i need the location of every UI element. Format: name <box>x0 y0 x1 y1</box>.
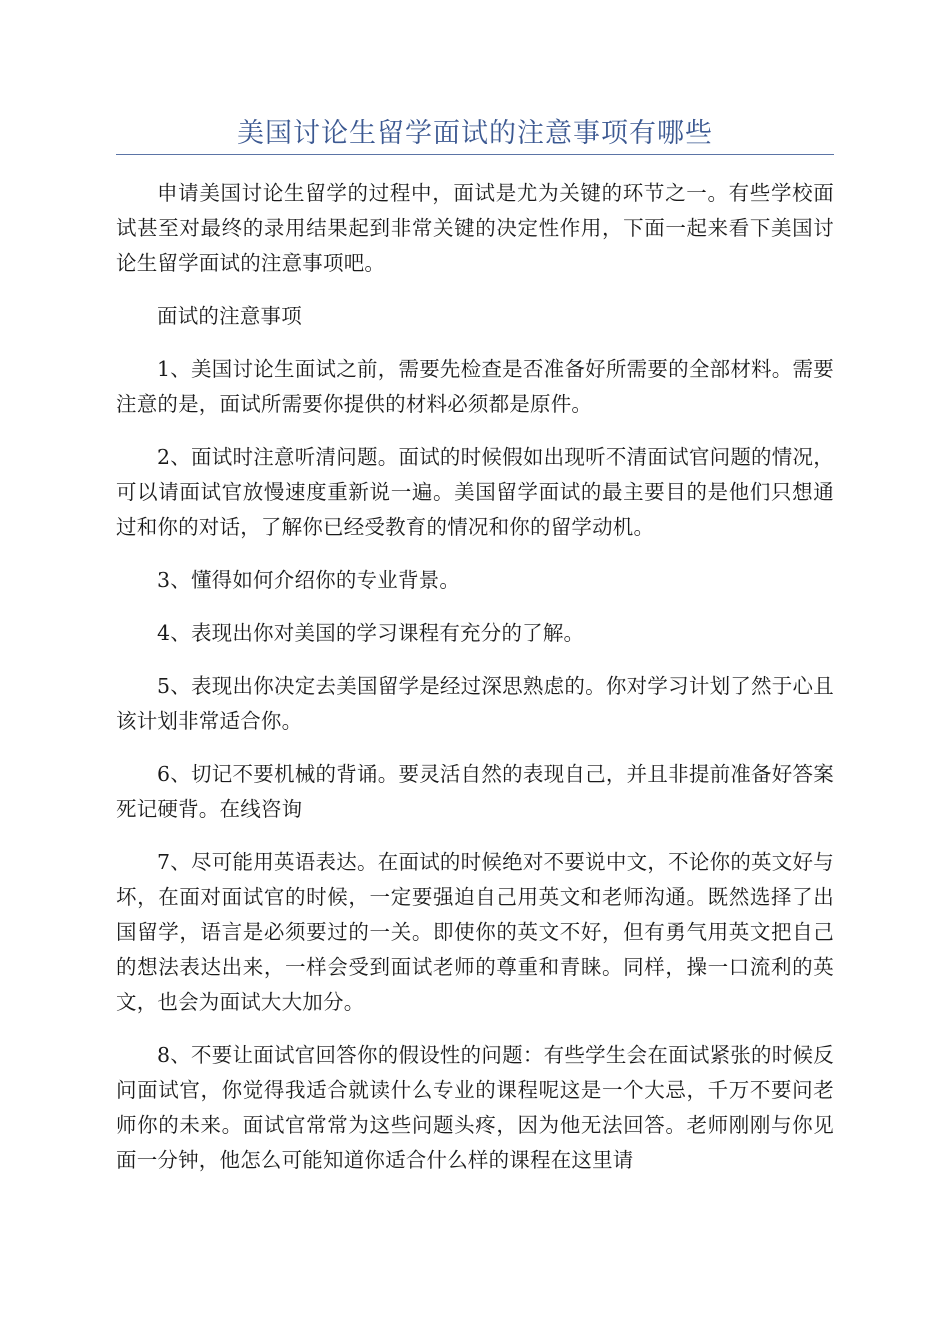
list-item-8: 8、不要让面试官回答你的假设性的问题：有些学生会在面试紧张的时候反问面试官，你觉得我适合就读什么专业的课程呢这是一个大忌，千万不要问老师你的未来。面试官常常为这些问题头疼，因为他无法回答。老师刚刚与你见面一分钟，他怎么可能知道你适合什么样的课程在这里请 <box>116 1043 834 1172</box>
list-item-5: 5、表现出你决定去美国留学是经过深思熟虑的。你对学习计划了然于心且该计划非常适合你。 <box>116 674 834 733</box>
list-item-1: 1、美国讨论生面试之前，需要先检查是否准备好所需要的全部材料。需要注意的是，面试所需要你提供的材料必须都是原件。 <box>116 357 834 416</box>
list-item-2: 2、面试时注意听清问题。面试的时候假如出现听不清面试官问题的情况，可以请面试官放慢速度重新说一遍。美国留学面试的最主要目的是他们只想通过和你的对话，了解你已经受教育的情况和你的留学动机。 <box>116 445 834 539</box>
intro-paragraph: 申请美国讨论生留学的过程中，面试是尤为关键的环节之一。有些学校面试甚至对最终的录用结果起到非常关键的决定性作用，下面一起来看下美国讨论生留学面试的注意事项吧。 <box>116 181 834 275</box>
document-body <box>116 176 834 1196</box>
section-heading: 面试的注意事项 <box>157 304 302 328</box>
title-underline <box>116 154 834 155</box>
list-item-6: 6、切记不要机械的背诵。要灵活自然的表现自己，并且非提前准备好答案死记硬背。在线咨询 <box>116 762 834 821</box>
list-item-3: 3、懂得如何介绍你的专业背景。 <box>157 568 461 592</box>
list-item-4: 4、表现出你对美国的学习课程有充分的了解。 <box>157 621 585 645</box>
document-title: 美国讨论生留学面试的注意事项有哪些 <box>237 118 713 149</box>
list-item-7: 7、尽可能用英语表达。在面试的时候绝对不要说中文，不论你的英文好与坏，在面对面试官的时候，一定要强迫自己用英文和老师沟通。既然选择了出国留学，语言是必须要过的一关。即使你的英文不好，但有勇气用英文把自己的想法表达出来，一样会受到面试老师的尊重和青睐。同样，操一口流利的英文，也会为面试大大加分。 <box>116 850 834 1014</box>
